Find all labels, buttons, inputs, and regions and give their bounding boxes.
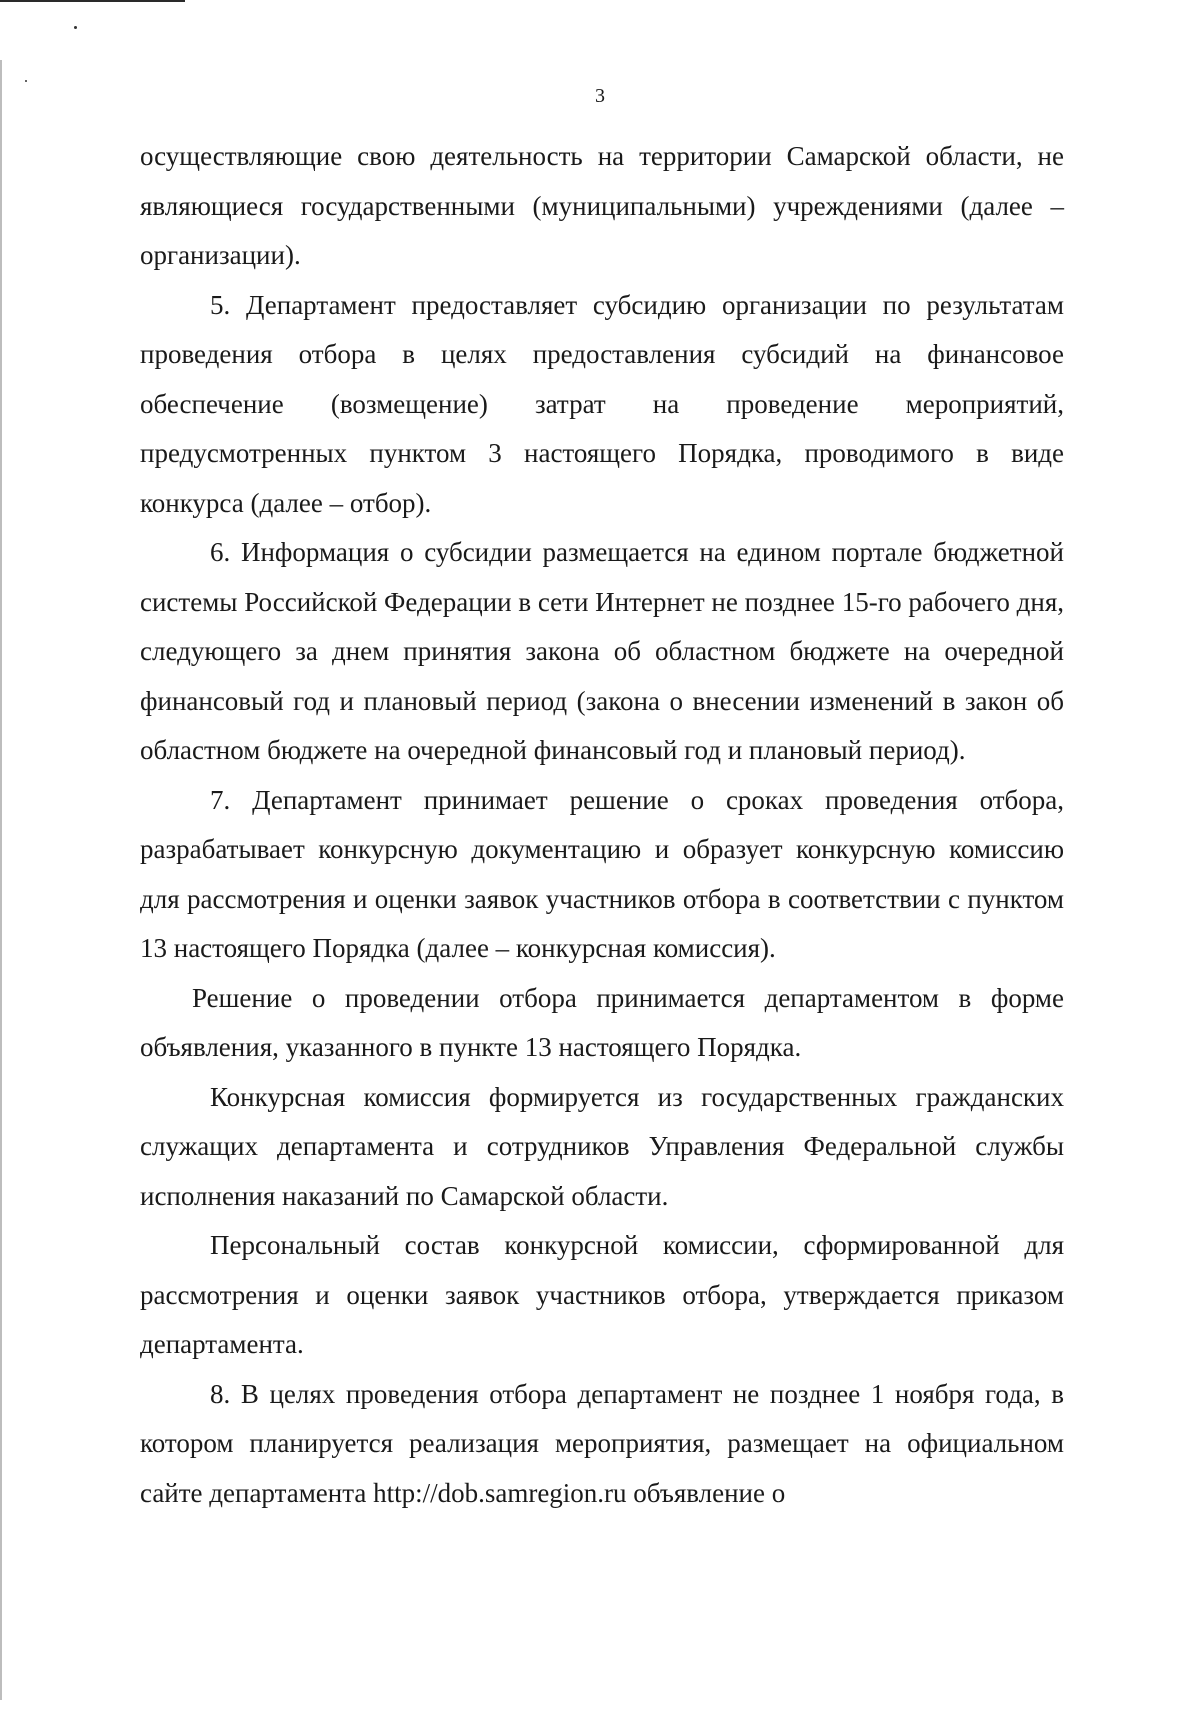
paragraph-7-composition: Персональный состав конкурсной комиссии, сформированной для рассмотрения и оценки заявок участников отбора, утверждается приказом департамента. [140,1230,1064,1359]
paragraph-7-decision: Решение о проведении отбора принимается департаментом в форме объявления, указанного в пункте 13 настоящего Порядка. [140,982,1064,1062]
paragraph-8: 8. В целях проведения отбора департамент не позднее 1 ноября года, в котором планируется реализация мероприятия, размещает на официальном сайте департамента http://dob.samregion.ru объявление о [140,1378,1064,1508]
document-body [140,132,1064,1518]
scan-speck [25,80,27,82]
paragraph-5: 5. Департамент предоставляет субсидию организации по результатам проведения отбора в целях предоставления субсидий на финансовое обеспечение (возмещение) затрат на проведение мероприятий, предусмотренных пунктом 3 настоящего Порядка, проводимого в виде конкурса (далее – отбор). [140,289,1064,518]
paragraph-7: 7. Департамент принимает решение о сроках проведения отбора, разрабатывает конкурсную документацию и образует конкурсную комиссию для рассмотрения и оценки заявок участников отбора в соответствии с пунктом 13 настоящего Порядка (далее – конкурсная комиссия). [140,784,1064,963]
scan-speck [74,26,77,29]
scan-left-edge [0,60,2,1700]
paragraph-6: 6. Информация о субсидии размещается на едином портале бюджетной системы Российской Федерации в сети Интернет не позднее 15-го рабочего дня, следующего за днем принятия закона об областном бюджете на очередной финансовый год и плановый период (закона о внесении изменений в закон об областном бюджете на очередной финансовый год и плановый период). [140,537,1064,765]
paragraph-intro: осуществляющие свою деятельность на территории Самарской области, не являющиеся государственными (муниципальными) учреждениями (далее – организации). [140,141,1064,270]
paragraph-7-commission: Конкурсная комиссия формируется из государственных гражданских служащих департамента и сотрудников Управления Федеральной службы исполнения наказаний по Самарской области. [140,1081,1064,1211]
page-number: 3 [595,85,605,107]
scan-edge-line [0,0,185,2]
